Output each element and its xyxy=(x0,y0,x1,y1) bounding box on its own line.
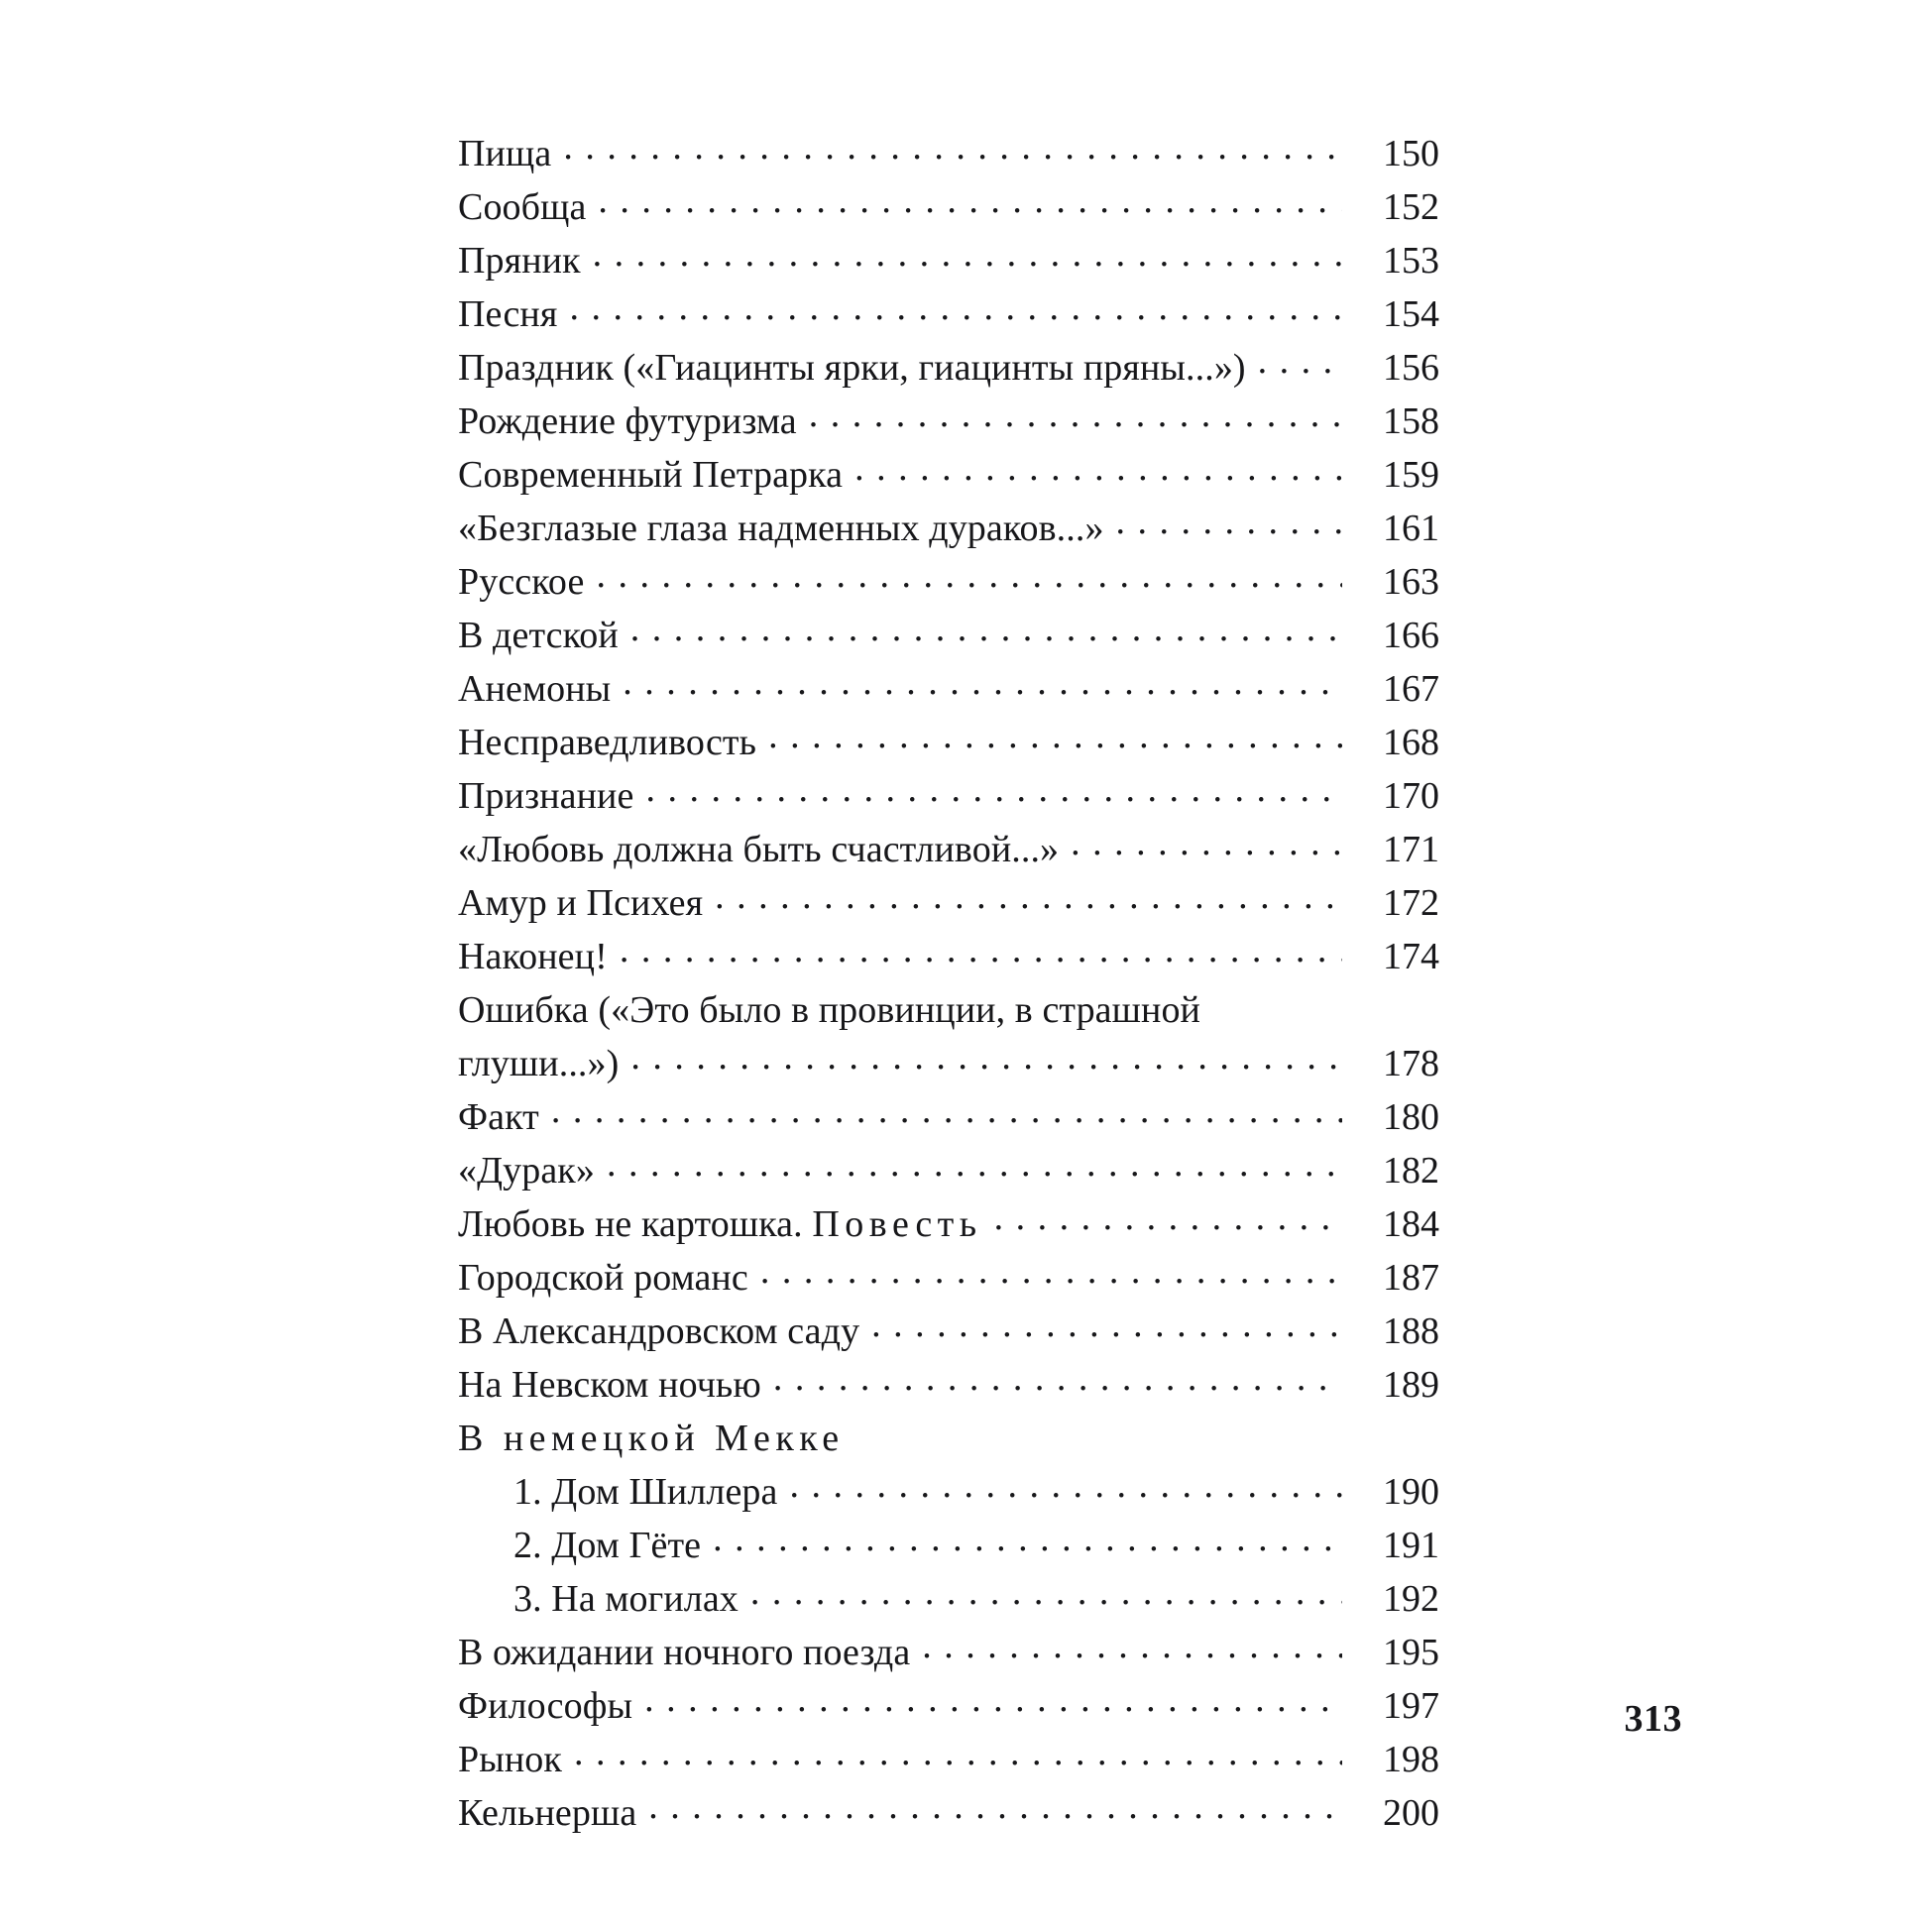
toc-entry-title: Рынок xyxy=(458,1739,562,1780)
toc-page-number: 167 xyxy=(1383,668,1439,710)
toc-entry[interactable] xyxy=(458,1358,1439,1412)
toc-dot-leader xyxy=(768,717,1342,754)
toc-entry-title: В немецкой Мекке xyxy=(458,1418,845,1459)
toc-page-number: 198 xyxy=(1383,1739,1439,1780)
toc-entry[interactable] xyxy=(458,287,1439,341)
toc-subentry[interactable] xyxy=(458,1465,1439,1519)
toc-entry-title: Амур и Психея xyxy=(458,882,704,924)
toc-page-number: 156 xyxy=(1383,347,1439,389)
toc-page-number: 172 xyxy=(1383,882,1439,924)
toc-dot-leader xyxy=(596,556,1342,594)
toc-dot-leader xyxy=(994,1198,1342,1236)
toc-entry[interactable] xyxy=(458,1037,1439,1090)
toc-entry-title: В ожидании ночного поезда xyxy=(458,1632,911,1673)
toc-dot-leader xyxy=(715,877,1342,915)
toc-page-number: 184 xyxy=(1383,1203,1439,1245)
toc-page-number: 166 xyxy=(1383,615,1439,656)
toc-dot-leader xyxy=(789,1466,1342,1504)
toc-entry[interactable] xyxy=(458,823,1439,876)
toc-dot-leader xyxy=(760,1252,1342,1290)
toc-entry-title: Пряник xyxy=(458,240,581,282)
toc-dot-leader xyxy=(593,235,1342,273)
toc-dot-leader xyxy=(630,1038,1342,1076)
toc-dot-leader xyxy=(648,1787,1342,1825)
toc-page-number: 190 xyxy=(1383,1471,1439,1513)
toc-entry-title: глуши...») xyxy=(458,1043,620,1084)
toc-entry-title: Песня xyxy=(458,293,558,335)
toc-dot-leader xyxy=(773,1359,1342,1397)
toc-dot-leader xyxy=(809,396,1342,433)
toc-page-number: 180 xyxy=(1383,1096,1439,1138)
toc-entry-title: Сообща xyxy=(458,186,587,228)
toc-entry[interactable] xyxy=(458,127,1439,180)
toc-entry[interactable] xyxy=(458,609,1439,662)
toc-entry[interactable] xyxy=(458,555,1439,609)
toc-dot-leader xyxy=(620,931,1342,968)
toc-entry[interactable] xyxy=(458,1251,1439,1305)
toc-page-number: 174 xyxy=(1383,936,1439,977)
toc-entry-title: Городской романс xyxy=(458,1257,748,1299)
toc-entry[interactable] xyxy=(458,1197,1439,1251)
toc-page-number: 170 xyxy=(1383,775,1439,817)
toc-dot-leader xyxy=(1116,503,1342,540)
toc-entry-title: Праздник («Гиацинты ярки, гиацинты пряны...») xyxy=(458,347,1246,389)
toc-entry-title: 2. Дом Гёте xyxy=(513,1525,702,1566)
toc-entry[interactable] xyxy=(458,1412,1439,1465)
toc-dot-leader xyxy=(871,1306,1342,1343)
toc-entry-title: Философы xyxy=(458,1685,633,1727)
toc-page-number: 195 xyxy=(1383,1632,1439,1673)
toc-entry[interactable] xyxy=(458,234,1439,287)
toc-entry-title: Рождение футуризма xyxy=(458,400,797,442)
toc-dot-leader xyxy=(922,1627,1342,1664)
toc-subentry[interactable] xyxy=(458,1572,1439,1626)
toc-entry[interactable] xyxy=(458,716,1439,769)
toc-entry[interactable] xyxy=(458,1305,1439,1358)
toc-entry[interactable] xyxy=(458,1786,1439,1840)
toc-entry-title: Наконец! xyxy=(458,936,608,977)
toc-entry-title: Русское xyxy=(458,561,585,603)
toc-entry-title: 3. На могилах xyxy=(513,1578,739,1620)
toc-entry-title: «Безглазые глаза надменных дураков...» xyxy=(458,508,1104,549)
toc-entry-title: Факт xyxy=(458,1096,539,1138)
toc-entry[interactable] xyxy=(458,448,1439,502)
toc-entry[interactable] xyxy=(458,1626,1439,1679)
toc-entry-title-plain: Любовь не картошка. xyxy=(458,1203,813,1245)
toc-dot-leader xyxy=(644,1680,1342,1718)
toc-page-number: 153 xyxy=(1383,240,1439,282)
toc-page-number: 150 xyxy=(1383,133,1439,174)
toc-page-number: 189 xyxy=(1383,1364,1439,1406)
toc-page-number: 191 xyxy=(1383,1525,1439,1566)
toc-entry[interactable] xyxy=(458,1144,1439,1197)
table-of-contents xyxy=(458,127,1439,1840)
toc-dot-leader xyxy=(569,288,1342,326)
toc-entry[interactable] xyxy=(458,930,1439,983)
toc-entry-title: В Александровском саду xyxy=(458,1310,860,1352)
toc-page-number: 200 xyxy=(1383,1792,1439,1834)
toc-page-number: 197 xyxy=(1383,1685,1439,1727)
toc-subentry[interactable] xyxy=(458,1519,1439,1572)
toc-page-number: 192 xyxy=(1383,1578,1439,1620)
toc-entry-title: Несправедливость xyxy=(458,722,757,763)
toc-entry[interactable] xyxy=(458,1090,1439,1144)
toc-entry-title: Пища xyxy=(458,133,552,174)
toc-entry[interactable] xyxy=(458,662,1439,716)
toc-dot-leader xyxy=(1071,824,1342,861)
toc-page-number: 152 xyxy=(1383,186,1439,228)
toc-entry-title: На Невском ночью xyxy=(458,1364,761,1406)
toc-entry-title xyxy=(458,1197,982,1251)
toc-dot-leader xyxy=(551,1091,1342,1129)
toc-entry[interactable] xyxy=(458,876,1439,930)
toc-page-number: 182 xyxy=(1383,1150,1439,1192)
toc-entry-title: «Любовь должна быть счастливой...» xyxy=(458,829,1060,870)
toc-page-number: 168 xyxy=(1383,722,1439,763)
toc-entry[interactable] xyxy=(458,341,1439,395)
toc-entry[interactable] xyxy=(458,180,1439,234)
toc-page-number: 159 xyxy=(1383,454,1439,496)
toc-entry[interactable] xyxy=(458,1679,1439,1733)
toc-entry-title: Анемоны xyxy=(458,668,612,710)
toc-dot-leader xyxy=(854,449,1342,487)
toc-dot-leader xyxy=(630,610,1342,647)
toc-page-number: 187 xyxy=(1383,1257,1439,1299)
toc-dot-leader xyxy=(574,1734,1342,1771)
toc-dot-leader xyxy=(607,1145,1342,1183)
toc-entry-title: «Дурак» xyxy=(458,1150,595,1192)
toc-dot-leader xyxy=(1258,342,1342,380)
toc-dot-leader xyxy=(563,128,1342,166)
toc-page-number: 178 xyxy=(1383,1043,1439,1084)
toc-entry[interactable] xyxy=(458,1733,1439,1786)
toc-dot-leader xyxy=(598,181,1342,219)
toc-dot-leader xyxy=(713,1520,1342,1557)
toc-page-number: 171 xyxy=(1383,829,1439,870)
toc-entry-title: 1. Дом Шиллера xyxy=(513,1471,778,1513)
toc-dot-leader xyxy=(623,663,1342,701)
toc-entry-title-genre: Повесть xyxy=(812,1203,982,1245)
toc-dot-leader xyxy=(750,1573,1342,1611)
toc-entry-title: Современный Петрарка xyxy=(458,454,844,496)
page-folio: 313 xyxy=(1624,1698,1682,1740)
toc-page-number: 163 xyxy=(1383,561,1439,603)
toc-entry-title: Признание xyxy=(458,775,634,817)
toc-entry[interactable] xyxy=(458,769,1439,823)
toc-page-number: 161 xyxy=(1383,508,1439,549)
toc-page-number: 154 xyxy=(1383,293,1439,335)
toc-entry[interactable] xyxy=(458,395,1439,448)
toc-entry-title: В детской xyxy=(458,615,619,656)
toc-entry[interactable] xyxy=(458,502,1439,555)
toc-entry-title: Ошибка («Это было в провинции, в страшной xyxy=(458,989,1200,1031)
toc-entry-title: Кельнерша xyxy=(458,1792,637,1834)
toc-page-number: 188 xyxy=(1383,1310,1439,1352)
toc-page-number: 158 xyxy=(1383,400,1439,442)
toc-dot-leader xyxy=(645,770,1342,808)
toc-entry[interactable] xyxy=(458,983,1439,1037)
